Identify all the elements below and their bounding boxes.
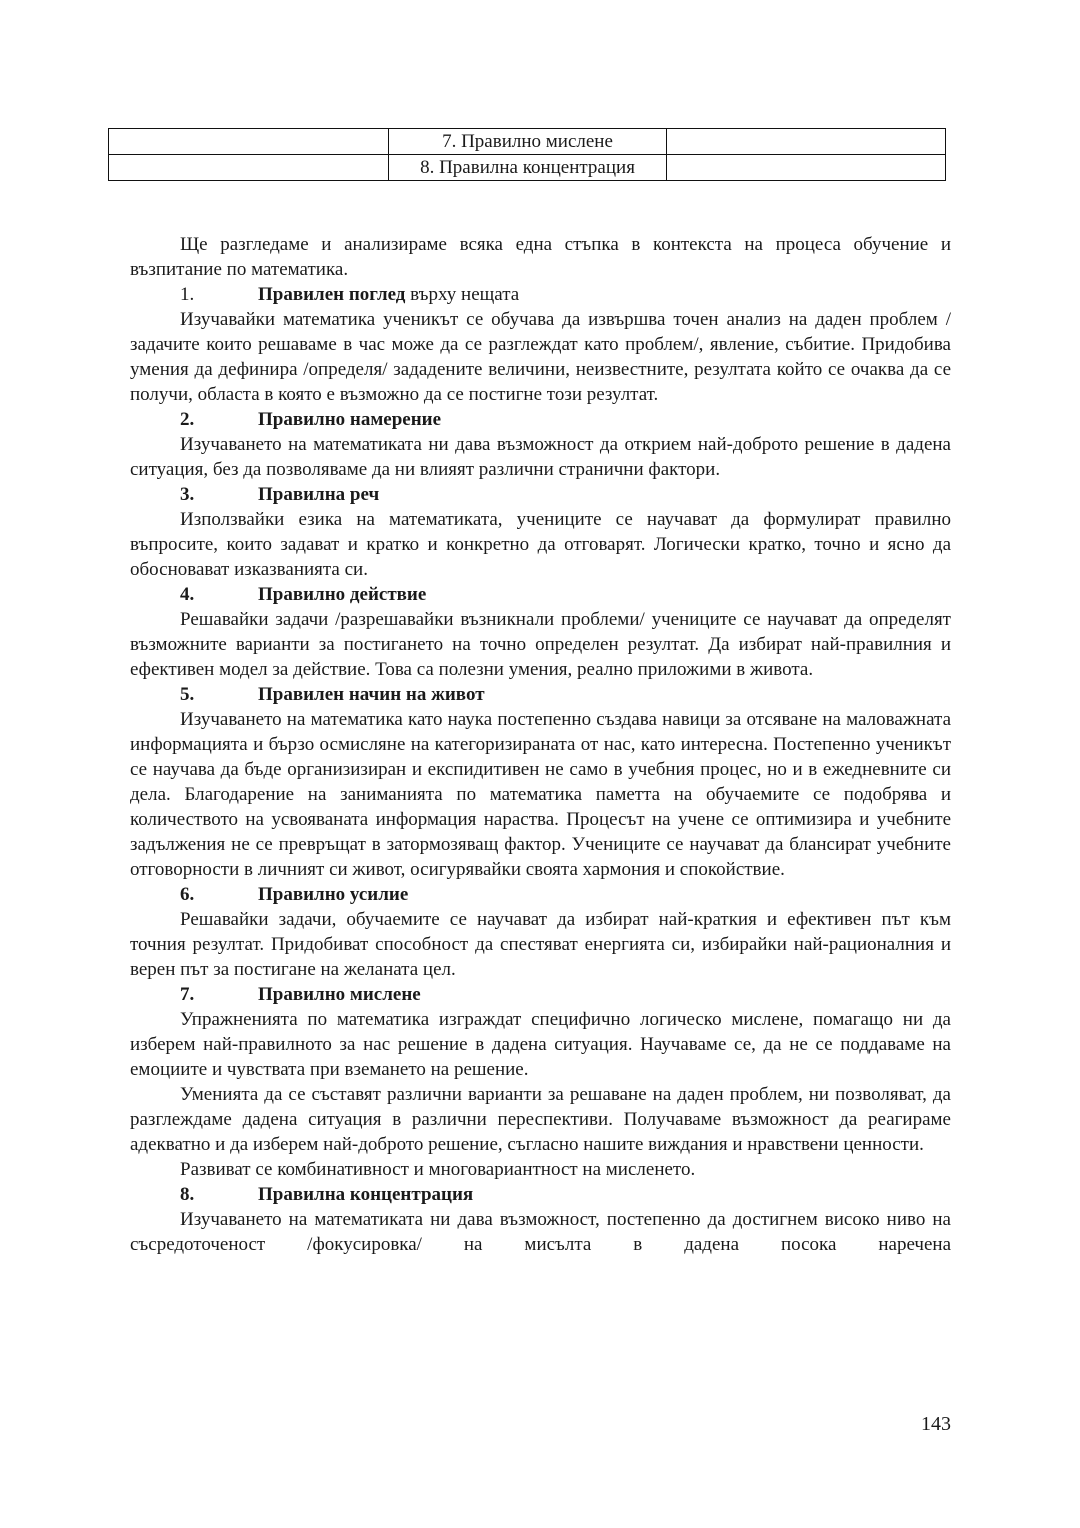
- section-title: Правилно действие: [258, 584, 427, 605]
- section-number: 7.: [180, 984, 195, 1005]
- section-number: 6.: [180, 884, 195, 905]
- section-title-rest: върху нещата: [405, 284, 520, 305]
- section-title: Правилно намерение: [258, 409, 442, 430]
- intro-paragraph: Ще разгледаме и анализираме всяка една стъпка в контекста на процеса обучение и възпитание по математика.: [130, 234, 951, 280]
- table-row: [109, 129, 946, 155]
- section-number: 1.: [180, 284, 195, 305]
- paragraph: Изучаването на математиката ни дава възможност да открием най-доброто решение в дадена ситуация, без да позволяваме да ни влияят различни странични фактори.: [130, 434, 951, 480]
- section-heading: [130, 1182, 951, 1207]
- section-title: Правилен начин на живот: [258, 684, 485, 705]
- section-heading: [130, 682, 951, 707]
- table-cell: [667, 129, 946, 155]
- section-heading: [130, 482, 951, 507]
- paragraph: Упражненията по математика изграждат специфично логическо мислене, помагащо ни да изберем най-правилното за нас решение в дадена ситуация. Научаваме се, да не се поддаваме на емоциите и чувствата при вземането на решение.: [130, 1009, 951, 1080]
- section-number: 3.: [180, 484, 195, 505]
- paragraph: Развиват се комбинативност и многовариантност на мисленето.: [180, 1159, 696, 1180]
- table-cell: 7. Правилно мислене: [389, 129, 667, 155]
- section-title: Правилно мислене: [258, 984, 421, 1005]
- body-text: [130, 232, 951, 1257]
- section-heading: [130, 282, 951, 307]
- table-cell: 8. Правилна концентрация: [389, 155, 667, 181]
- table-cell: [667, 155, 946, 181]
- table-cell: [109, 155, 389, 181]
- section-title: Правилна реч: [258, 484, 380, 505]
- paragraph: Изучаването на математиката ни дава възможност, постепенно да достигнем високо ниво на съсредоточеност /фокусировка/ на мисълта в дадена посока наречена: [130, 1209, 951, 1255]
- paragraph: Решавайки задачи /разрешавайки възникнали проблеми/ учениците се научават да определят възможните варианти за постигането на точно определен резултат. Да избират най-правилния и ефективен модел за действие. Това са полезни умения, реално приложими в живота.: [130, 609, 951, 680]
- section-number: 8.: [180, 1184, 195, 1205]
- paragraph: Решавайки задачи, обучаемите се научават да избират най-краткия и ефективен път към точния резултат. Придобиват способност да спестяват енергията си, избирайки най-рационалния и верен път за постигане на желаната цел.: [130, 909, 951, 980]
- section-heading: [130, 882, 951, 907]
- paragraph: Изучаването на математика като наука постепенно създава навици за отсяване на маловажната информацията и бързо осмисляне на категоризираната от нас, като интересна. Постепенно ученикът се научава да бъде организизиран и експидитивен не само в учебния процес, но и в ежедневните си дела. Благодарение на заниманията по математика паметта на обучаемите се подобрява и количеството на усвояваната информация нараства. Процесът на учене се оптимизира и учебните задължения не се превръщат в затормозяващ фактор. Учениците се научават да блансират учебните отговорности в личният си живот, осигурявайки своята хармония и спокойствие.: [130, 709, 951, 880]
- section-number: 2.: [180, 409, 195, 430]
- table-cell: [109, 129, 389, 155]
- section-heading: [130, 407, 951, 432]
- section-heading: [130, 582, 951, 607]
- steps-table: [108, 128, 946, 181]
- page-number: 143: [921, 1413, 951, 1435]
- paragraph: Изучавайки математика ученикът се обучава да извършва точен анализ на даден проблем /задачите които решаваме в час може да се разглеждат като проблем/, явление, събитие. Придобива умения да дефинира /определя/ зададените величини, неизвестните, резултата който се очаква да се получи, областа в която е възможно да се постигне този резултат.: [130, 309, 951, 405]
- section-title: Правилен поглед: [258, 284, 406, 305]
- section-heading: [130, 982, 951, 1007]
- paragraph: Уменията да се съставят различни варианти за решаване на даден проблем, ни позволяват, да разглеждаме дадена ситуация в различни переспективи. Получаваме възможност да реагираме адекватно и да изберем най-доброто решение, съгласно нашите виждания и нравствени ценности.: [130, 1084, 951, 1155]
- section-title: Правилна концентрация: [258, 1184, 474, 1205]
- table-row: [109, 155, 946, 181]
- section-number: 5.: [180, 684, 195, 705]
- section-number: 4.: [180, 584, 195, 605]
- paragraph: Използвайки езика на математиката, учениците се научават да формулират правилно въпросите, които задават и кратко и конкретно да отговарят. Логически кратко, точно и ясно да обосновават изказванията си.: [130, 509, 951, 580]
- section-title: Правилно усилие: [258, 884, 409, 905]
